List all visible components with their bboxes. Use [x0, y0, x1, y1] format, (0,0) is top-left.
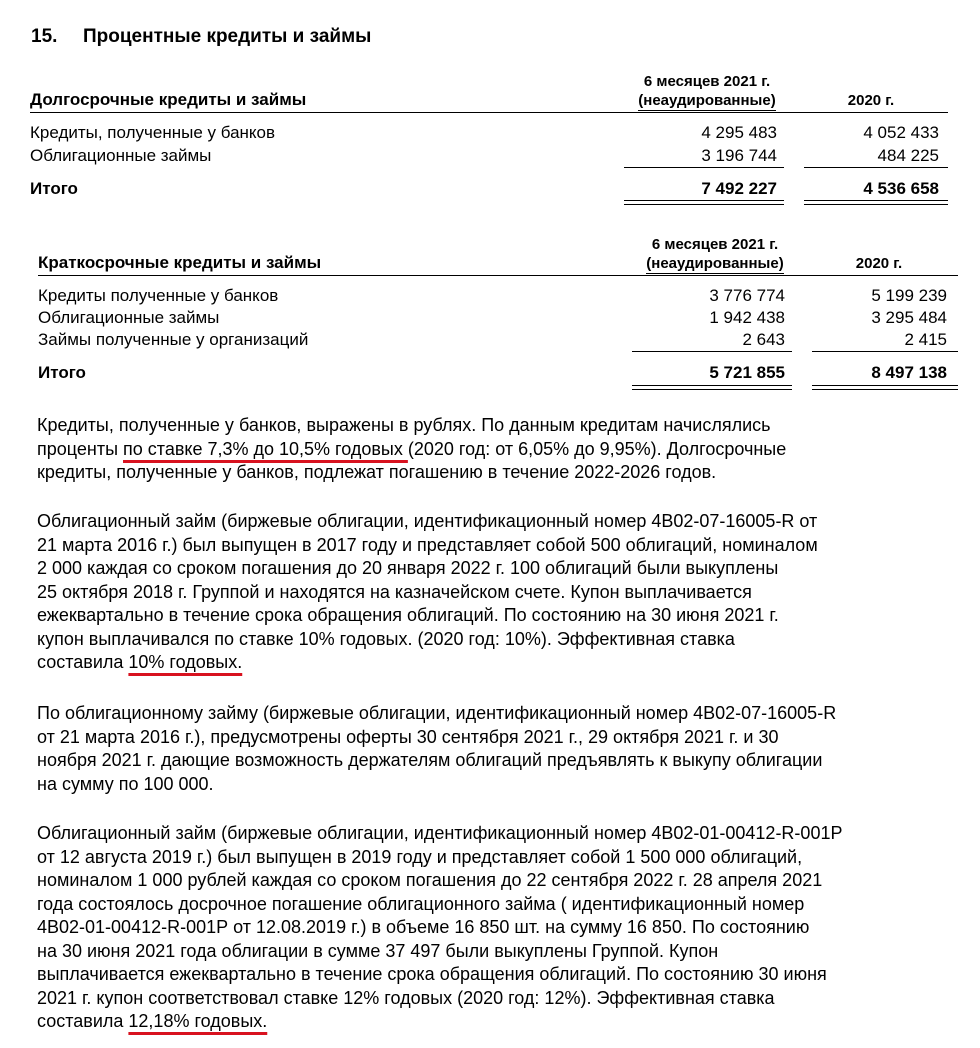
text-line	[37, 1010, 967, 1034]
text-line: 2 000 каждая со сроком погашения до 20 января 2022 г. 100 облигаций были выкуплены	[37, 558, 779, 578]
text-line	[37, 651, 967, 675]
text-line: года состоялось досрочное погашение облигационного займа ( идентификационный номер	[37, 893, 805, 914]
short-term-header-rule	[38, 275, 958, 276]
long-term-header-rule	[30, 112, 948, 113]
short-term-col2-header	[834, 254, 924, 273]
text-line: 2021 г. купон соответствовал ставке 12% годовых (2020 год: 12%). Эффективная ставка	[37, 987, 775, 1008]
short-term-total-double-rule-2020	[812, 385, 958, 390]
row-value-2020: 2 415	[904, 330, 947, 349]
long-term-col1-header-line2: (неаудированные)	[638, 92, 776, 109]
long-term-total-double-rule-2021	[624, 200, 784, 205]
long-term-subtotal-rule-2020	[804, 167, 948, 168]
highlighted-rate: 12,18% годовых.	[128, 1011, 268, 1031]
long-term-total-double-rule-2020	[804, 200, 948, 205]
total-label: Итого	[38, 363, 86, 382]
row-label: Кредиты, полученные у банков	[30, 123, 276, 142]
short-term-col1-header-line2: (неаудированные)	[646, 255, 784, 272]
text-line: Облигационный займ (биржевые облигации, идентификационный номер 4В02-01-00412-R-001Р	[37, 823, 843, 843]
long-term-table-title: Долгосрочные кредиты и займы	[30, 90, 307, 109]
text-line: ежеквартально в течение срока обращения облигаций. По состоянию на 30 июня 2021 г.	[37, 605, 779, 625]
short-term-col2-header-label: 2020 г.	[855, 255, 903, 272]
paragraph-offers	[37, 702, 967, 796]
text-line	[37, 438, 967, 462]
text-line: номиналом 1 000 рублей каждая со сроком погашения до 22 сентября 2022 г. 28 апреля 2021	[37, 870, 823, 890]
text-line: от 21 марта 2016 г.), предусмотрены оферты 30 сентября 2021 г., 29 октября 2021 г. и 30	[37, 726, 779, 747]
section-title: Процентные кредиты и займы	[83, 26, 372, 47]
row-value-2021: 1 942 438	[709, 308, 785, 327]
text-fragment: составила	[37, 1011, 129, 1031]
text-line: Кредиты, полученные у банков, выражены в рублях. По данным кредитам начислялись	[37, 415, 771, 435]
text-line: 21 марта 2016 г.) был выпущен в 2017 году и представляет собой 500 облигаций, номиналом	[37, 534, 818, 555]
short-term-col1-header-line1: 6 месяцев 2021 г.	[651, 236, 779, 253]
text-line: кредиты, полученные у банков, подлежат погашению в течение 2022-2026 годов.	[37, 462, 717, 482]
text-line: ноября 2021 г. дающие возможность держателям облигаций предъявлять к выкупу облигации	[37, 750, 823, 770]
row-label: Облигационные займы	[30, 146, 212, 165]
text-line: купон выплачивался по ставке 10% годовых. (2020 год: 10%). Эффективная ставка	[37, 628, 735, 649]
row-value-2020: 3 295 484	[871, 308, 947, 327]
section-number: 15.	[31, 26, 58, 47]
highlighted-rate: по ставке 7,3% до 10,5% годовых	[123, 438, 408, 459]
total-value-2021: 7 492 227	[701, 179, 777, 198]
text-fragment: составила	[37, 652, 129, 672]
total-value-2020: 8 497 138	[871, 363, 947, 382]
total-value-2020: 4 536 658	[863, 179, 939, 198]
text-fragment: (2020 год: от 6,05% до 9,95%). Долгосрочные	[407, 438, 787, 459]
total-value-2021: 5 721 855	[709, 363, 785, 382]
text-fragment: проценты	[37, 438, 124, 459]
total-label: Итого	[30, 179, 78, 198]
row-value-2020: 5 199 239	[871, 286, 947, 305]
long-term-col2-header-label: 2020 г.	[847, 92, 895, 109]
text-line: 25 октября 2018 г. Группой и находятся на казначейском счете. Купон выплачивается	[37, 581, 752, 602]
row-value-2021: 3 196 744	[701, 146, 777, 165]
row-value-2021: 2 643	[742, 330, 785, 349]
short-term-total-double-rule-2021	[632, 385, 792, 390]
row-value-2021: 4 295 483	[701, 123, 777, 142]
row-value-2020: 484 225	[877, 146, 939, 165]
long-term-subtotal-rule-2021	[624, 167, 784, 168]
paragraph-bond-2019	[37, 822, 967, 1034]
long-term-col1-header	[626, 72, 788, 110]
paragraph-bond-2016	[37, 510, 967, 675]
long-term-col1-header-line1: 6 месяцев 2021 г.	[643, 73, 771, 90]
text-line: выплачивается ежеквартально в течение срока обращения облигаций. По состоянию 30 июня	[37, 964, 827, 984]
short-term-subtotal-rule-2021	[632, 351, 792, 352]
row-value-2021: 3 776 774	[709, 286, 785, 305]
text-line: на 30 июня 2021 года облигации в сумме 37 497 были выкуплены Группой. Купон	[37, 940, 719, 961]
text-line: Облигационный займ (биржевые облигации, идентификационный номер 4В02-07-16005-R от	[37, 511, 818, 531]
paragraph-bank-loans	[37, 414, 967, 485]
row-label: Кредиты полученные у банков	[38, 286, 279, 305]
text-line: 4В02-01-00412-R-001Р от 12.08.2019 г.) в объеме 16 850 шт. на сумму 16 850. По состоянию	[37, 917, 810, 937]
row-label: Займы полученные у организаций	[38, 330, 309, 349]
row-value-2020: 4 052 433	[863, 123, 939, 142]
text-line: По облигационному займу (биржевые облигации, идентификационный номер 4В02-07-16005-R	[37, 703, 837, 723]
section-heading	[31, 26, 371, 48]
short-term-subtotal-rule-2020	[812, 351, 958, 352]
text-line: от 12 августа 2019 г.) был выпущен в 2019 году и представляет собой 1 500 000 облигаций,	[37, 846, 803, 867]
row-label: Облигационные займы	[38, 308, 220, 327]
short-term-table-title: Краткосрочные кредиты и займы	[38, 253, 322, 272]
short-term-col1-header	[634, 235, 796, 273]
long-term-col2-header	[826, 91, 916, 110]
short-term-loans-table	[38, 233, 958, 393]
text-line: на сумму по 100 000.	[37, 773, 214, 794]
long-term-loans-table	[30, 70, 950, 205]
highlighted-rate: 10% годовых.	[128, 652, 243, 672]
